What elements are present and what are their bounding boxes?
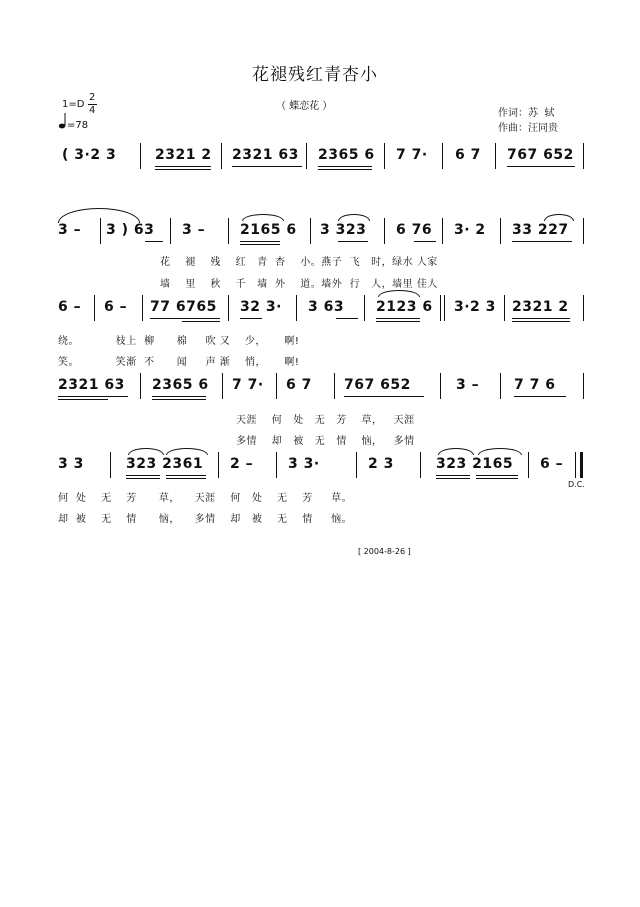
- beam: [58, 396, 128, 397]
- measure: 2165 6: [240, 222, 297, 238]
- measure: 7 7·: [396, 147, 428, 163]
- barline: [575, 452, 576, 478]
- slur: [378, 290, 420, 297]
- measure: 6 –: [104, 299, 128, 315]
- barline: [94, 295, 95, 321]
- lyric-verse-1: 天涯 何 处 无 芳 草， 天涯: [236, 415, 415, 426]
- barline: [583, 295, 584, 321]
- beam: [436, 475, 470, 476]
- beam: [232, 166, 302, 167]
- barline: [306, 143, 307, 169]
- barline: [228, 295, 229, 321]
- beam: [240, 241, 280, 242]
- time-numerator: 2: [89, 92, 96, 103]
- measure: 2321 63: [58, 377, 125, 393]
- barline: [583, 218, 584, 244]
- beam: [126, 475, 160, 476]
- beam: [166, 475, 206, 476]
- lyric-verse-1: 花 褪 残 红 青 杏 小。燕子 飞 时，绿水 人家: [160, 257, 438, 268]
- beam: [240, 244, 280, 245]
- beam: [152, 396, 206, 397]
- barline: [356, 452, 357, 478]
- barline: [440, 373, 441, 399]
- slur: [128, 448, 164, 455]
- measure: 7 7 6: [514, 377, 556, 393]
- barline: [276, 373, 277, 399]
- measure: 3 –: [182, 222, 206, 238]
- tempo-value: =78: [67, 120, 89, 131]
- lyricist: 作词：苏 轼: [498, 108, 555, 119]
- beam: [150, 318, 220, 319]
- barline: [504, 295, 505, 321]
- da-capo-mark: D.C.: [568, 480, 585, 489]
- lyric-verse-2: 多情 却 被 无 情 恼， 多情: [236, 436, 415, 447]
- measure: 323 2361: [126, 456, 204, 472]
- barline: [420, 452, 421, 478]
- measure: 2321 2: [155, 147, 212, 163]
- beam: [182, 321, 220, 322]
- barline: [100, 218, 101, 244]
- barline: [364, 295, 365, 321]
- lyric-verse-2: 却 被 无 情 恼， 多情 却 被 无 情 恼。: [58, 514, 353, 525]
- time-denominator: 4: [89, 105, 96, 116]
- date-stamp: [ 2004-8-26 ]: [358, 547, 411, 556]
- barline: [384, 143, 385, 169]
- beam: [436, 478, 470, 479]
- beam: [240, 318, 262, 319]
- measure: 3 3: [58, 456, 84, 472]
- measure: 323 2165: [436, 456, 514, 472]
- beam: [152, 399, 206, 400]
- barline: [442, 218, 443, 244]
- lyric-verse-1: 何 处 无 芳 草， 天涯 何 处 无 芳 草。: [58, 493, 353, 504]
- beam: [476, 475, 518, 476]
- lyric-verse-2: 墙 里 秋 千 墙 外 道。墙外 行 人，墙里 佳人: [160, 279, 438, 290]
- beam: [336, 318, 358, 319]
- barline: [310, 218, 311, 244]
- subtitle: （ 蝶恋花 ）: [276, 101, 333, 112]
- measure: ( 3·2 3: [62, 147, 117, 163]
- barline: [583, 373, 584, 399]
- final-barline: [580, 452, 583, 478]
- measure: 767 652: [507, 147, 574, 163]
- measure: 3 3·: [288, 456, 320, 472]
- measure: 3· 2: [454, 222, 486, 238]
- beam: [512, 241, 572, 242]
- barline: [495, 143, 496, 169]
- beam: [155, 169, 211, 170]
- slur: [438, 448, 474, 455]
- barline: [500, 218, 501, 244]
- measure: 2365 6: [318, 147, 375, 163]
- measure: 2321 63: [232, 147, 299, 163]
- beam: [318, 169, 372, 170]
- measure: 3 63: [308, 299, 345, 315]
- slur: [166, 448, 208, 455]
- measure: 77 6765: [150, 299, 217, 315]
- barline: [583, 143, 584, 169]
- measure: 2 3: [368, 456, 394, 472]
- barline: [140, 373, 141, 399]
- measure: 6 76: [396, 222, 433, 238]
- beam: [476, 478, 518, 479]
- beam: [166, 478, 206, 479]
- measure: 6 7: [455, 147, 481, 163]
- beam: [376, 318, 420, 319]
- barline: [440, 295, 441, 321]
- slur: [544, 214, 574, 221]
- barline: [110, 452, 111, 478]
- key-label: 1=D: [62, 99, 85, 110]
- measure: 2 –: [230, 456, 254, 472]
- barline: [500, 373, 501, 399]
- beam: [414, 241, 436, 242]
- barline: [276, 452, 277, 478]
- measure: 3 ) 63: [106, 222, 155, 238]
- beam: [507, 166, 575, 167]
- lyric-verse-2: 笑。 笑渐 不 闻 声 渐 悄， 啊!: [58, 357, 300, 368]
- beam: [512, 318, 570, 319]
- barline: [384, 218, 385, 244]
- measure: 33 227: [512, 222, 569, 238]
- beam: [58, 399, 108, 400]
- barline: [222, 373, 223, 399]
- barline: [442, 143, 443, 169]
- measure: 6 7: [286, 377, 312, 393]
- song-title: 花褪残红青杏小: [252, 65, 378, 85]
- barline: [228, 218, 229, 244]
- barline: [170, 218, 171, 244]
- measure: 2321 2: [512, 299, 569, 315]
- measure: 3 323: [320, 222, 367, 238]
- measure: 3·2 3: [454, 299, 496, 315]
- beam: [145, 241, 163, 242]
- measure: 2365 6: [152, 377, 209, 393]
- beam: [126, 478, 160, 479]
- beam: [344, 396, 424, 397]
- beam: [338, 241, 368, 242]
- lyric-verse-1: 绕。 枝上 柳 棉 吹 又 少， 啊!: [58, 336, 300, 347]
- measure: 32 3·: [240, 299, 282, 315]
- measure: 6 –: [58, 299, 82, 315]
- measure: 3 –: [58, 222, 82, 238]
- barline: [142, 295, 143, 321]
- beam: [155, 166, 211, 167]
- barline: [140, 143, 141, 169]
- slur: [58, 208, 140, 223]
- slur: [242, 214, 284, 221]
- beam: [376, 321, 420, 322]
- measure: 3 –: [456, 377, 480, 393]
- beam: [318, 166, 372, 167]
- measure: 2123 6: [376, 299, 433, 315]
- barline: [218, 452, 219, 478]
- measure: 767 652: [344, 377, 411, 393]
- barline: [528, 452, 529, 478]
- barline: [334, 373, 335, 399]
- barline: [296, 295, 297, 321]
- beam: [514, 396, 566, 397]
- slur: [478, 448, 522, 455]
- measure: 7 7·: [232, 377, 264, 393]
- composer: 作曲：汪同贵: [498, 123, 558, 134]
- beam: [512, 321, 570, 322]
- barline: [221, 143, 222, 169]
- measure: 6 –: [540, 456, 564, 472]
- slur: [338, 214, 370, 221]
- barline: [444, 295, 445, 321]
